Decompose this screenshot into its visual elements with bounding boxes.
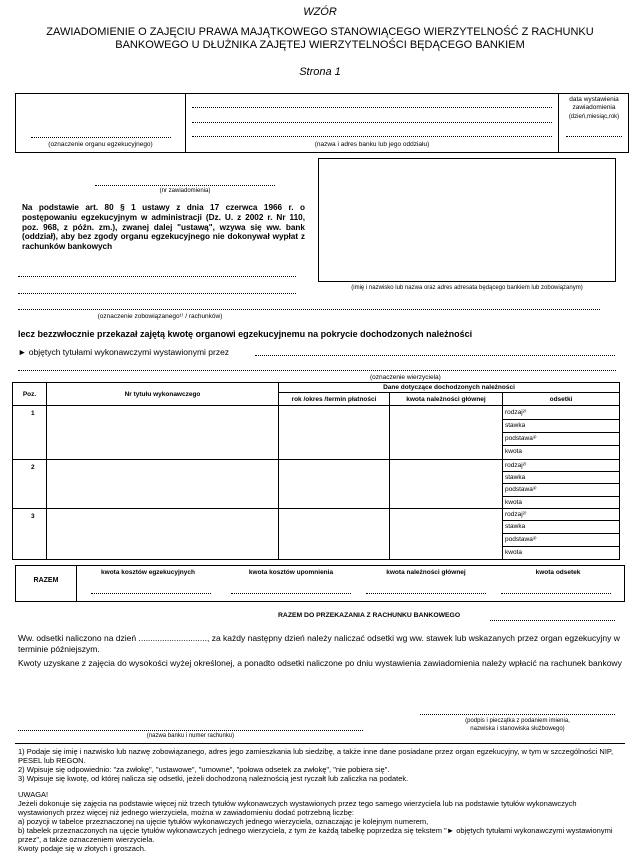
legal-text: Na podstawie art. 80 § 1 ustawy z dnia 17 czerwca 1966 r. o postępowaniu egzekucyjnym w administracji (Dz. U. z 2002 r. Nr 110, poz. 968, z późn. zm.), zwanej dalej "ustawą", wzywa się ww. bank (oddział), aby bez zgody organu egzekucyjnego nie dokonywał wypłat z rachunków bankowych [22, 203, 305, 252]
cell-nr[interactable] [47, 406, 279, 460]
page-title [0, 26, 640, 52]
odsetki-podstawa: podstawa³⁾ [503, 534, 619, 547]
col-dane: Dane dotyczące dochodzonych należności [279, 383, 620, 393]
odsetki-kwota: kwota [505, 498, 522, 506]
cell-kwota[interactable] [390, 406, 503, 460]
cell-rok[interactable] [279, 406, 390, 460]
razem-interest-label: kwota odsetek [535, 569, 581, 576]
odsetki-podstawa: podstawa³⁾ [503, 484, 619, 497]
table-row [13, 509, 620, 560]
razem-costs-label: kwota kosztów egzekucyjnych [101, 569, 195, 576]
signature-label-line-2: nazwiska i stanowiska służbowego) [470, 726, 565, 732]
footnote-3: 3) Wpisuje się kwotę, od której nalicza się odsetki, jeżeli dochodzoną należnością jest ryczałt lub zaliczka na podatek. [18, 774, 409, 783]
title-line-1: ZAWIADOMIENIE O ZAJĘCIU PRAWA MAJĄTKOWEGO STANOWIĄCEGO WIERZYTELNOŚĆ Z RACHUNKU [46, 26, 594, 38]
odsetki-stawka: stawka [503, 472, 619, 484]
col-rok: rok /okres /termin płatności [279, 393, 390, 406]
page-number: Strona 1 [299, 66, 341, 78]
odsetki-rodzaj: rodzaj²⁾ [503, 406, 619, 420]
instruction-text: lecz bezzwłocznie przekazał zajętą kwotę organowi egzekucyjnemu na pokrycie dochodzonych należności [18, 329, 473, 339]
uwaga-text-1: Jeżeli dokonuje się zajęcia na podstawie więcej niż trzech tytułów wykonawczych wystawionych przez tego samego wierzyciela lub na podstawie tytułów wykonawczych wystawionych przez więcej niż jednego wierzyciela, można w zawiadomieniu dodać potrzebną liczbę: [18, 799, 577, 817]
razem-label: RAZEM [33, 577, 59, 584]
odsetki-kwota: kwota [505, 549, 522, 557]
footnote-2: 2) Wpisuje się odpowiednio: "za zwłokę", "ustawowe", "umowne", "połowa odsetek za zwłokę", "nie pobiera się". [18, 765, 390, 774]
bank-label: (nazwa i adres banku lub jego oddziału) [314, 141, 430, 148]
obligor-label: (oznaczenie zobowiązanego¹⁾ / rachunków) [97, 313, 223, 320]
cell-nr[interactable] [47, 509, 279, 560]
transfer-paragraph: Kwoty uzyskane z zajęcia do wysokości wyżej określonej, a ponadto odsetki naliczone po dniu wystawienia zawiadomienia należy wpłacić na rachunek bankowy [18, 658, 622, 668]
col-nr: Nr tytułu wykonawczego [47, 383, 279, 406]
title-line-2: BANKOWEGO U DŁUŻNIKA ZAJĘTEJ WIERZYTELNOŚCI BĘDĄCEGO BANKIEM [115, 39, 525, 51]
row-poz: 2 [13, 459, 47, 509]
transfer-label: RAZEM DO PRZEKAZANIA Z RACHUNKU BANKOWEGO [278, 612, 461, 619]
razem-reminder-label: kwota kosztów upomnienia [248, 569, 334, 576]
odsetki-stawka: stawka [503, 420, 619, 433]
organ-label: (oznaczenie organu egzekucyjnego) [48, 141, 153, 148]
uwaga-section [18, 790, 618, 853]
cell-rok[interactable] [279, 509, 390, 560]
razem-box [15, 565, 625, 602]
uwaga-text-4: Kwoty podaje się w złotych i groszach. [18, 844, 146, 853]
odsetki-rodzaj: rodzaj²⁾ [503, 460, 619, 472]
uwaga-title: UWAGA! [18, 790, 49, 799]
addressee-box [318, 158, 616, 282]
cell-kwota[interactable] [390, 459, 503, 509]
odsetki-podstawa: podstawa³⁾ [503, 433, 619, 446]
interest-paragraph: Ww. odsetki naliczono na dzień ............................., za każdy następny dzień należy naliczać odsetki wg ww. stawek lub wskazanych przez organ egzekucyjny w terminie późniejszym. [18, 633, 620, 654]
signature-label-line-1: (podpis i pieczątka z podaniem imienia, [465, 718, 570, 724]
table-row [13, 459, 620, 509]
cell-rok[interactable] [279, 459, 390, 509]
date-format: (dzień,miesiąc,rok) [568, 114, 620, 120]
nr-label: (nr zawiadomienia) [159, 188, 211, 194]
odsetki-stawka: stawka [503, 521, 619, 534]
titles-table [12, 382, 620, 560]
footnotes [18, 747, 618, 783]
cell-kwota[interactable] [390, 509, 503, 560]
cell-nr[interactable] [47, 459, 279, 509]
addressee-label: (imię i nazwisko lub nazwa oraz adres adresata będącego bankiem lub zobowiązanym) [351, 285, 583, 291]
footnote-1: 1) Podaje się imię i nazwisko lub nazwę zobowiązanego, adres jego zamieszkania lub siedzibę, a także inne dane posiadane przez organ egzekucyjny, w tym w szczególności NIP, PESEL lub REGON. [18, 747, 614, 765]
table-row [13, 406, 620, 460]
titles-text: ► objętych tytułami wykonawczymi wystawionymi przez [18, 347, 230, 357]
col-kwota: kwota należności głównej [390, 393, 503, 406]
odsetki-kwota: kwota [505, 448, 522, 456]
date-label: data wystawienia zawiadomienia [569, 96, 619, 111]
row-poz: 1 [13, 406, 47, 460]
uwaga-text-3: b) tabelek przeznaczonych na ujęcie tytułów wykonawczych jednego wierzyciela, z tym że każdą tabelkę poprzedza się tekstem "► objętych tytułami wykonawczymi wystawionymi przez", a także oznaczeniem wierzyciela. [18, 826, 613, 844]
col-odsetki: odsetki [503, 393, 620, 406]
top-box [15, 93, 629, 153]
wzor-label: WZÓR [303, 6, 337, 18]
col-poz: Poz. [13, 383, 47, 406]
bank-account-label: (nazwa banku i numer rachunku) [146, 733, 235, 739]
uwaga-text-2: a) pozycji w tabelce przeznaczonej na ujęcie tytułów wykonawczych jednego wierzyciela, oznaczając je kolejnym numerem, [18, 817, 429, 826]
creditor-label: (oznaczenie wierzyciela) [370, 374, 441, 381]
razem-principal-label: kwota należności głównej [386, 569, 466, 576]
row-poz: 3 [13, 509, 47, 560]
odsetki-rodzaj: rodzaj²⁾ [503, 509, 619, 521]
signature-label [420, 717, 615, 733]
